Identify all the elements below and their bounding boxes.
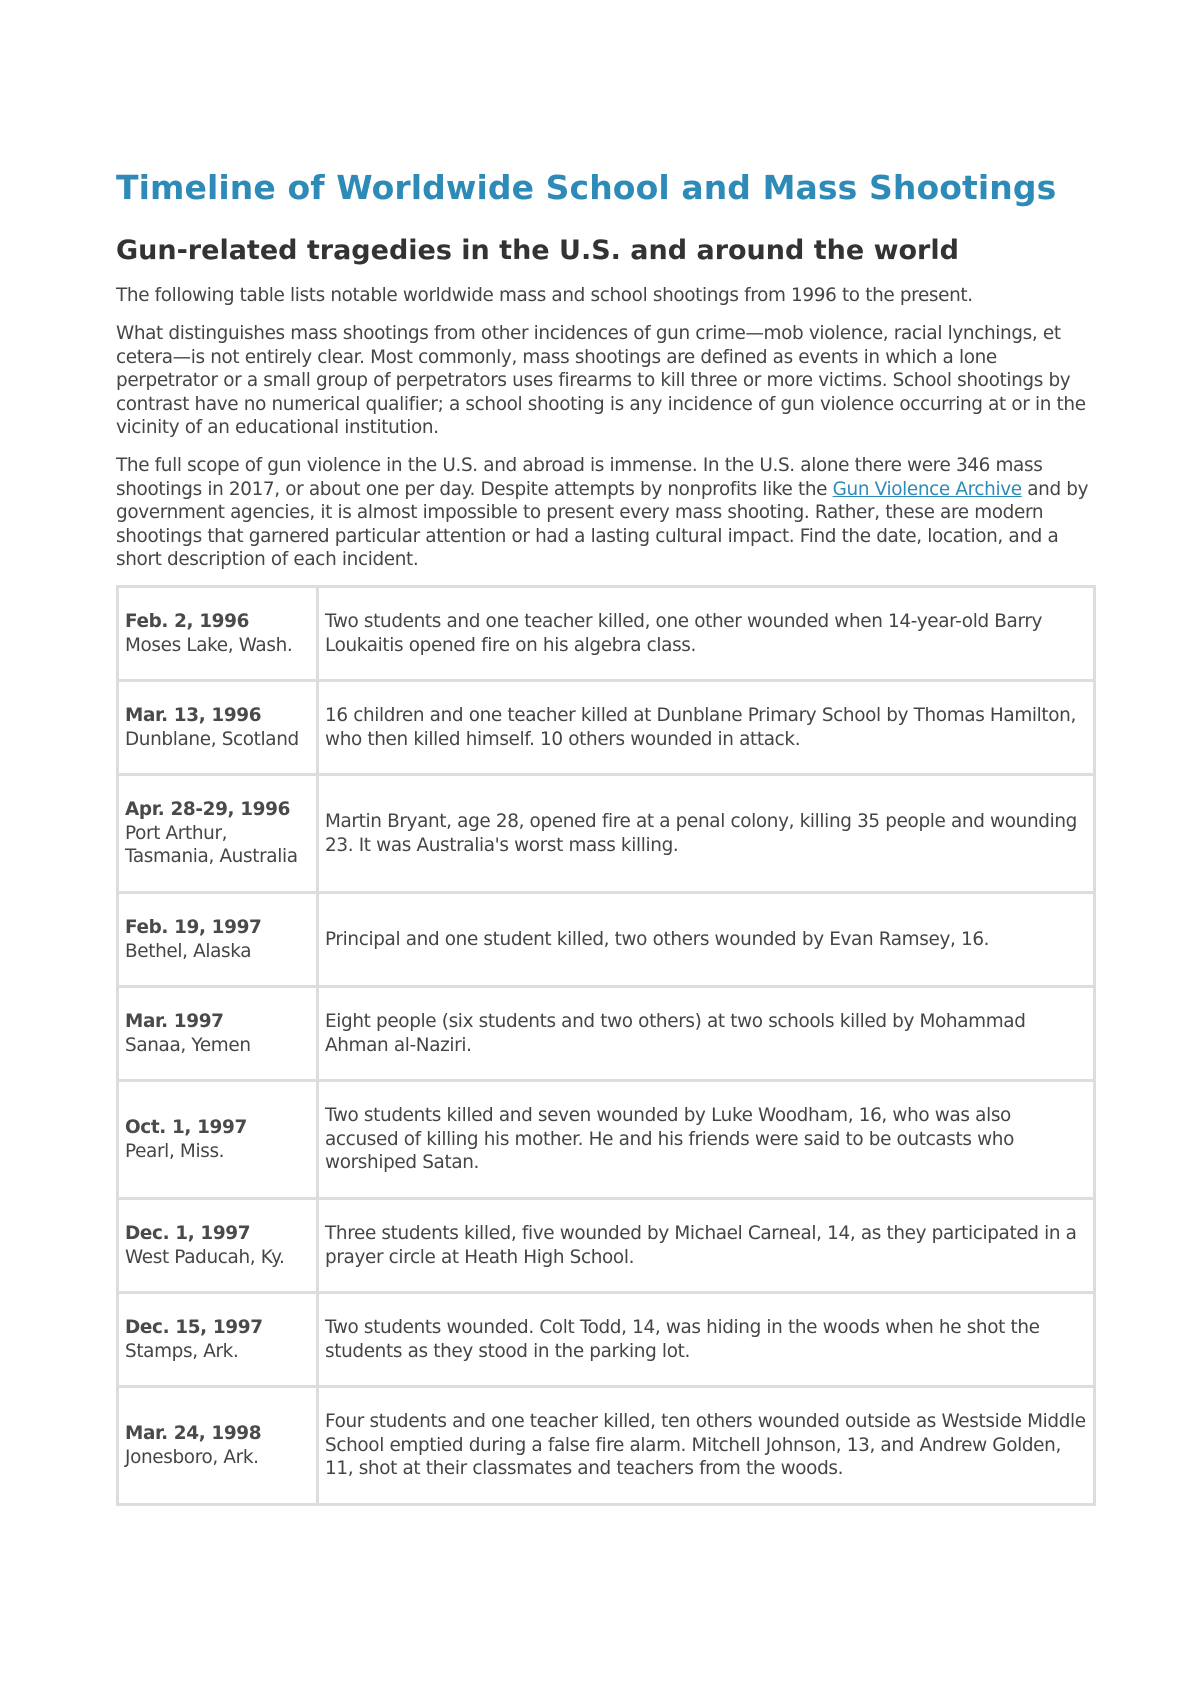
- incident-date: Dec. 15, 1997: [125, 1317, 263, 1338]
- description-cell: Two students and one teacher killed, one other wounded when 14-year-old Barry Loukaitis opened fire on his algebra class.: [318, 587, 1095, 681]
- gun-violence-archive-link[interactable]: Gun Violence Archive: [832, 478, 1022, 500]
- incident-date: Feb. 19, 1997: [125, 917, 262, 938]
- date-location-cell: [118, 775, 318, 893]
- date-location-cell: [118, 1081, 318, 1199]
- date-location-cell: [118, 587, 318, 681]
- table-row: [118, 587, 1095, 681]
- incident-location: Stamps, Ark.: [125, 1340, 239, 1362]
- incident-location: West Paducah, Ky.: [125, 1246, 285, 1268]
- incident-location: Jonesboro, Ark.: [125, 1446, 259, 1468]
- description-cell: Two students wounded. Colt Todd, 14, was hiding in the woods when he shot the students as they stood in the parking lot.: [318, 1293, 1095, 1387]
- intro-paragraph: The following table lists notable worldwide mass and school shootings from 1996 to the present.: [116, 285, 973, 306]
- description-cell: Martin Bryant, age 28, opened fire at a penal colony, killing 35 people and wounding 23. It was Australia's worst mass killing.: [318, 775, 1095, 893]
- date-location-cell: [118, 987, 318, 1081]
- incident-date: Apr. 28-29, 1996: [125, 799, 291, 821]
- table-row: [118, 681, 1095, 775]
- scope-text-after-link: and by government agencies, it is almost impossible to present every mass shooting. Rather, these are modern shootings that garnered particular attention or had a lasting cultural impact. Find the date, location, and a short description of each incident.: [116, 478, 1089, 570]
- table-row: [118, 1081, 1095, 1199]
- date-location-cell: [118, 1199, 318, 1293]
- table-row: [118, 1293, 1095, 1387]
- description-cell: Three students killed, five wounded by Michael Carneal, 14, as they participated in a prayer circle at Heath High School.: [318, 1199, 1095, 1293]
- date-location-cell: [118, 893, 318, 987]
- description-cell: Four students and one teacher killed, ten others wounded outside as Westside Middle School emptied during a false fire alarm. Mitchell Johnson, 13, and Andrew Golden, 11, shot at their classmates and teachers from the woods.: [318, 1387, 1095, 1505]
- description-cell: Two students killed and seven wounded by Luke Woodham, 16, who was also accused of killing his mother. He and his friends were said to be outcasts who worshiped Satan.: [318, 1081, 1095, 1199]
- incident-date: Mar. 24, 1998: [125, 1423, 262, 1444]
- table-row: [118, 1387, 1095, 1505]
- description-cell: Principal and one student killed, two others wounded by Evan Ramsey, 16.: [318, 893, 1095, 987]
- scope-paragraph: [116, 454, 1096, 572]
- description-cell: 16 children and one teacher killed at Dunblane Primary School by Thomas Hamilton, who then killed himself. 10 others wounded in attack.: [318, 681, 1095, 775]
- incident-location: Moses Lake, Wash.: [125, 634, 293, 656]
- incident-date: Dec. 1, 1997: [125, 1223, 251, 1244]
- incident-location: Port Arthur, Tasmania, Australia: [125, 822, 298, 868]
- incident-date: Mar. 1997: [125, 1011, 224, 1032]
- date-location-cell: [118, 1293, 318, 1387]
- incident-date: Oct. 1, 1997: [125, 1117, 247, 1138]
- page-title: Timeline of Worldwide School and Mass Shootings: [116, 168, 1057, 207]
- table-row: [118, 893, 1095, 987]
- scope-text-before-link: The full scope of gun violence in the U.S. and abroad is immense. In the U.S. alone there were 346 mass shootings in 2017, or about one per day. Despite attempts by nonprofits like the: [116, 455, 1043, 500]
- table-row: [118, 1199, 1095, 1293]
- incident-location: Pearl, Miss.: [125, 1140, 225, 1162]
- date-location-cell: [118, 681, 318, 775]
- incident-table: [116, 585, 1096, 1506]
- definition-paragraph: What distinguishes mass shootings from other incidences of gun crime—mob violence, racial lynchings, et cetera—is not entirely clear. Most commonly, mass shootings are defined as events in which a lone perpetrator or a small group of perpetrators uses firearms to kill three or more victims. School shootings by contrast have no numerical qualifier; a school shooting is any incidence of gun violence occurring at or in the vicinity of an educational institution.: [116, 323, 1086, 438]
- table-row: [118, 775, 1095, 893]
- incident-location: Dunblane, Scotland: [125, 728, 299, 750]
- description-cell: Eight people (six students and two others) at two schools killed by Mohammad Ahman al-Naziri.: [318, 987, 1095, 1081]
- incident-date: Mar. 13, 1996: [125, 705, 262, 726]
- incident-date: Feb. 2, 1996: [125, 611, 250, 632]
- page-subtitle: Gun-related tragedies in the U.S. and around the world: [116, 235, 959, 266]
- incident-location: Sanaa, Yemen: [125, 1034, 251, 1056]
- table-row: [118, 987, 1095, 1081]
- incident-location: Bethel, Alaska: [125, 940, 252, 962]
- date-location-cell: [118, 1387, 318, 1505]
